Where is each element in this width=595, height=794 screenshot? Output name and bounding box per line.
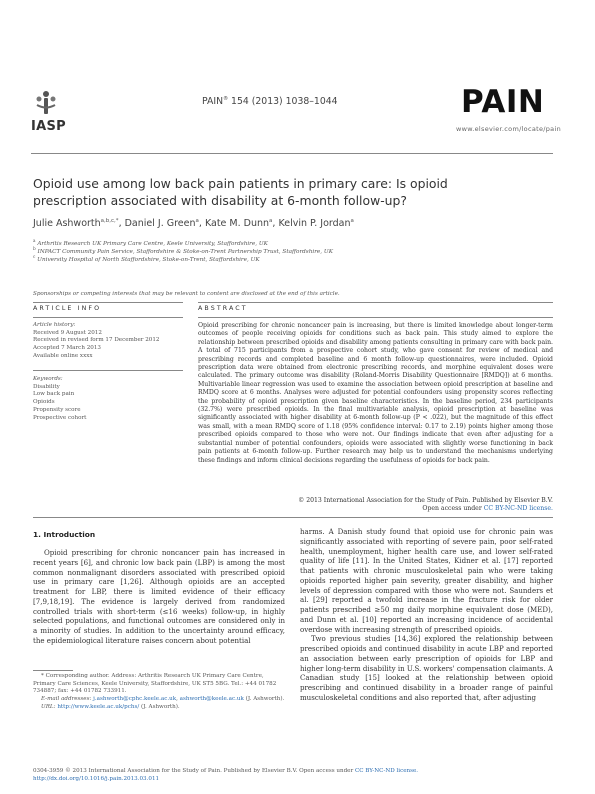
journal-name: PAIN [202, 96, 224, 108]
abstract-open-access: Open access under CC BY-NC-ND license. [422, 505, 553, 512]
keywords [33, 376, 86, 422]
corresponding-footnote [33, 673, 285, 712]
affiliation: $^b$ INPACT Community Pain Service, Staffordshire & Stoke-on-Trent Partnership Trust, Staffordshire, UK [33, 246, 333, 255]
history-item: Accepted 7 March 2013 [33, 345, 101, 352]
journal-header [31, 86, 565, 136]
history-item: Received 9 August 2012 [33, 329, 102, 336]
issn-line: 0304-3959 © 2013 International Association for the Study of Pain. Published by Elsevier B.V. Open access under CC BY-NC-ND license. [33, 768, 419, 774]
email-link[interactable]: ashworth@keele.ac.uk [179, 696, 244, 703]
license-link[interactable]: CC BY-NC-ND license. [483, 505, 553, 512]
abstract-rule [198, 317, 553, 318]
section-heading: 1. Introduction [33, 530, 96, 539]
history-item: Available online xxxx [33, 352, 93, 359]
url-line: URL: http://www.keele.ac.uk/pchs/ (J. Ashworth). [41, 703, 180, 710]
keyword: Disability [33, 383, 60, 390]
author-sup: a [350, 218, 354, 224]
abstract-text: Opioid prescribing for chronic noncancer pain is increasing, but there is limited knowledge about longer-term outcomes of people receiving opioids for conditions such as back pain. This study aimed to explore the relationship between prescribed opioids and disability among patients consulting in primary care with back pain. A total of 715 participants from a prospective cohort study, who gave consent for review of medical and prescribing records and completed baseline and 6 month follow-up questionnaires, were included. Opioid prescription data were obtained from electronic prescribing records, and morphine equivalent doses were calculated. The primary outcome was disability (Roland-Morris Disability Questionnaire [RMDQ]) at 6 months. Multivariable linear regression was used to examine the association between opioid prescription at baseline and RMDQ score at 6 months. Analyses were adjusted for potential confounders using propensity scores reflecting the probability of opioid prescription given baseline characteristics. In the baseline period, 234 participants (32.7%) were prescribed opioids. In the final multivariable analysis, opioid prescription at baseline was significantly associated with higher disability at 6-month follow-up (P < .022), but the magnitude of this effect was small, with a mean RMDQ score of 1.18 (95% confidence interval: 0.17 to 2.19) points higher among those prescribed opioids compared to those who were not. Our findings indicate that even after adjusting for a substantial number of potential confounders, opioids were associated with slightly worse functioning in back pain patients at 6-month follow-up. Further research may help us to understand the mechanisms underlying these findings and inform clinical decisions regarding the usefulness of opioids for back pain. [198, 322, 553, 464]
iasp-logo-text: IASP [31, 119, 66, 134]
keyword: Propensity score [33, 406, 81, 413]
footnote-rule [33, 670, 73, 671]
url-link[interactable]: http://www.keele.ac.uk/pchs/ [57, 703, 140, 710]
journal-citation [202, 96, 338, 107]
author-name: Daniel J. Green [124, 218, 196, 230]
article-info-heading: ARTICLE INFO [33, 305, 102, 312]
author-sup: a [269, 218, 273, 224]
corresponding-author: * Corresponding author. Address: Arthritis Research UK Primary Care Centre, Primary Care Sciences, Keele University, Staffordshire, UK ST5 5BG. Tel.: +44 01782 734887; fax: +44 01782 733911. [33, 673, 277, 695]
title-line-2: prescription associated with disability at 6-month follow-up? [33, 193, 407, 208]
keyword: Low back pain [33, 391, 75, 398]
right-column [300, 527, 553, 703]
title-line-1: Opioid use among low back pain patients in primary care: Is opioid [33, 176, 448, 191]
info-rule-top [33, 302, 183, 303]
keyword: Prospective cohort [33, 414, 87, 421]
affiliation: $^c$ University Hospital of North Staffordshire, Stoke-on-Trent, Staffordshire, UK [33, 254, 260, 263]
header-rule [31, 153, 553, 154]
affiliation: $^a$ Arthritis Research UK Primary Care Centre, Keele University, Staffordshire, UK [33, 238, 268, 247]
abstract-copyright: © 2013 International Association for the Study of Pain. Published by Elsevier B.V. [298, 497, 553, 504]
author-sup: a,b,c,* [100, 218, 119, 224]
history-item: Received in revised form 17 December 2012 [33, 337, 160, 344]
body-paragraph: harms. A Danish study found that opioid use for chronic pain was significantly associated with reporting of severe pain, poor self-rated health, unemployment, higher health care use, and lower self-rated quality of life [11]. In the United States, Kidner et al. [17] reported that patients with chronic musculoskeletal pain who were taking opioids reported higher pain severity, greater disability, and higher levels of depression compared with those who were not. Saunders et al. [29] reported a twofold increase in the fracture risk for older patients prescribed ≥50 mg daily morphine equivalent dose (MED), and Dunn et al. [10] reported an increasing incidence of accidental overdose with increasing strength of prescribed opioids. [300, 527, 553, 634]
iasp-emblem-icon [33, 88, 59, 118]
article-history [33, 322, 159, 361]
body-paragraph: Two previous studies [14,36] explored the relationship between prescribed opioids and continued disability in acute LBP and reported an association between early prescription of opioids for LBP and higher long-term disability in U.S. workers' compensation claimants. A Canadian study [15] looked at the relationship between opioid prescribing and continued disability in a broader range of painful musculoskeletal conditions and also reported that, after adjusting [300, 634, 553, 702]
author-name: Julie Ashworth [33, 218, 101, 230]
abstract-rule-top [198, 302, 553, 303]
footer-license-link[interactable]: CC BY-NC-ND license. [354, 768, 419, 774]
history-rule [33, 370, 183, 371]
author-name: Kelvin P. Jordan [278, 218, 351, 230]
history-label: Article history: [33, 322, 76, 328]
journal-url-link[interactable]: www.elsevier.com/locate/pain [456, 125, 561, 133]
doi-link[interactable]: http://dx.doi.org/10.1016/j.pain.2013.03.011 [33, 775, 160, 782]
author-sup: a [195, 218, 199, 224]
author-list: Julie Ashworth$^{a,b,c,*}$, Daniel J. Green$^a$, Kate M. Dunn$^a$, Kelvin P. Jordan$^a$ [33, 218, 354, 230]
email-line: E-mail addresses: j.ashworth@cphc.keele.ac.uk, ashworth@keele.ac.uk (J. Ashworth). [41, 696, 285, 703]
citation: 154 (2013) 1038–1044 [231, 96, 338, 108]
pain-logo: PAIN [461, 84, 545, 120]
abstract-bottom-rule [33, 517, 553, 518]
keyword: Opioids [33, 399, 55, 406]
journal-mark: ® [223, 96, 229, 102]
page-footer [33, 768, 418, 784]
sponsorship-note: Sponsorships or competing interests that may be relevant to content are disclosed at the end of this article. [33, 291, 340, 297]
article-title [33, 175, 553, 209]
intro-paragraph: Opioid prescribing for chronic noncancer pain has increased in recent years [6], and chronic low back pain (LBP) is among the most common nonmalignant disorders associated with prescribed opioid use in primary care [1,26]. Although opioids are an accepted treatment for LBP, there is limited evidence of their efficacy [7,9,18,19]. The evidence is largely derived from randomized controlled trials with short-term (≤16 weeks) follow-up, in highly selected populations, and functional outcomes are considered only in a minority of studies. In addition to the uncertainty around efficacy, the epidemiological literature raises concern about potential [33, 548, 285, 645]
email-link[interactable]: j.ashworth@cphc.keele.ac.uk [93, 696, 177, 703]
abstract-heading: ABSTRACT [198, 305, 248, 312]
author-name: Kate M. Dunn [204, 218, 270, 230]
keywords-label: Keywords: [33, 376, 63, 382]
iasp-logo [31, 86, 79, 136]
info-rule [33, 317, 183, 318]
